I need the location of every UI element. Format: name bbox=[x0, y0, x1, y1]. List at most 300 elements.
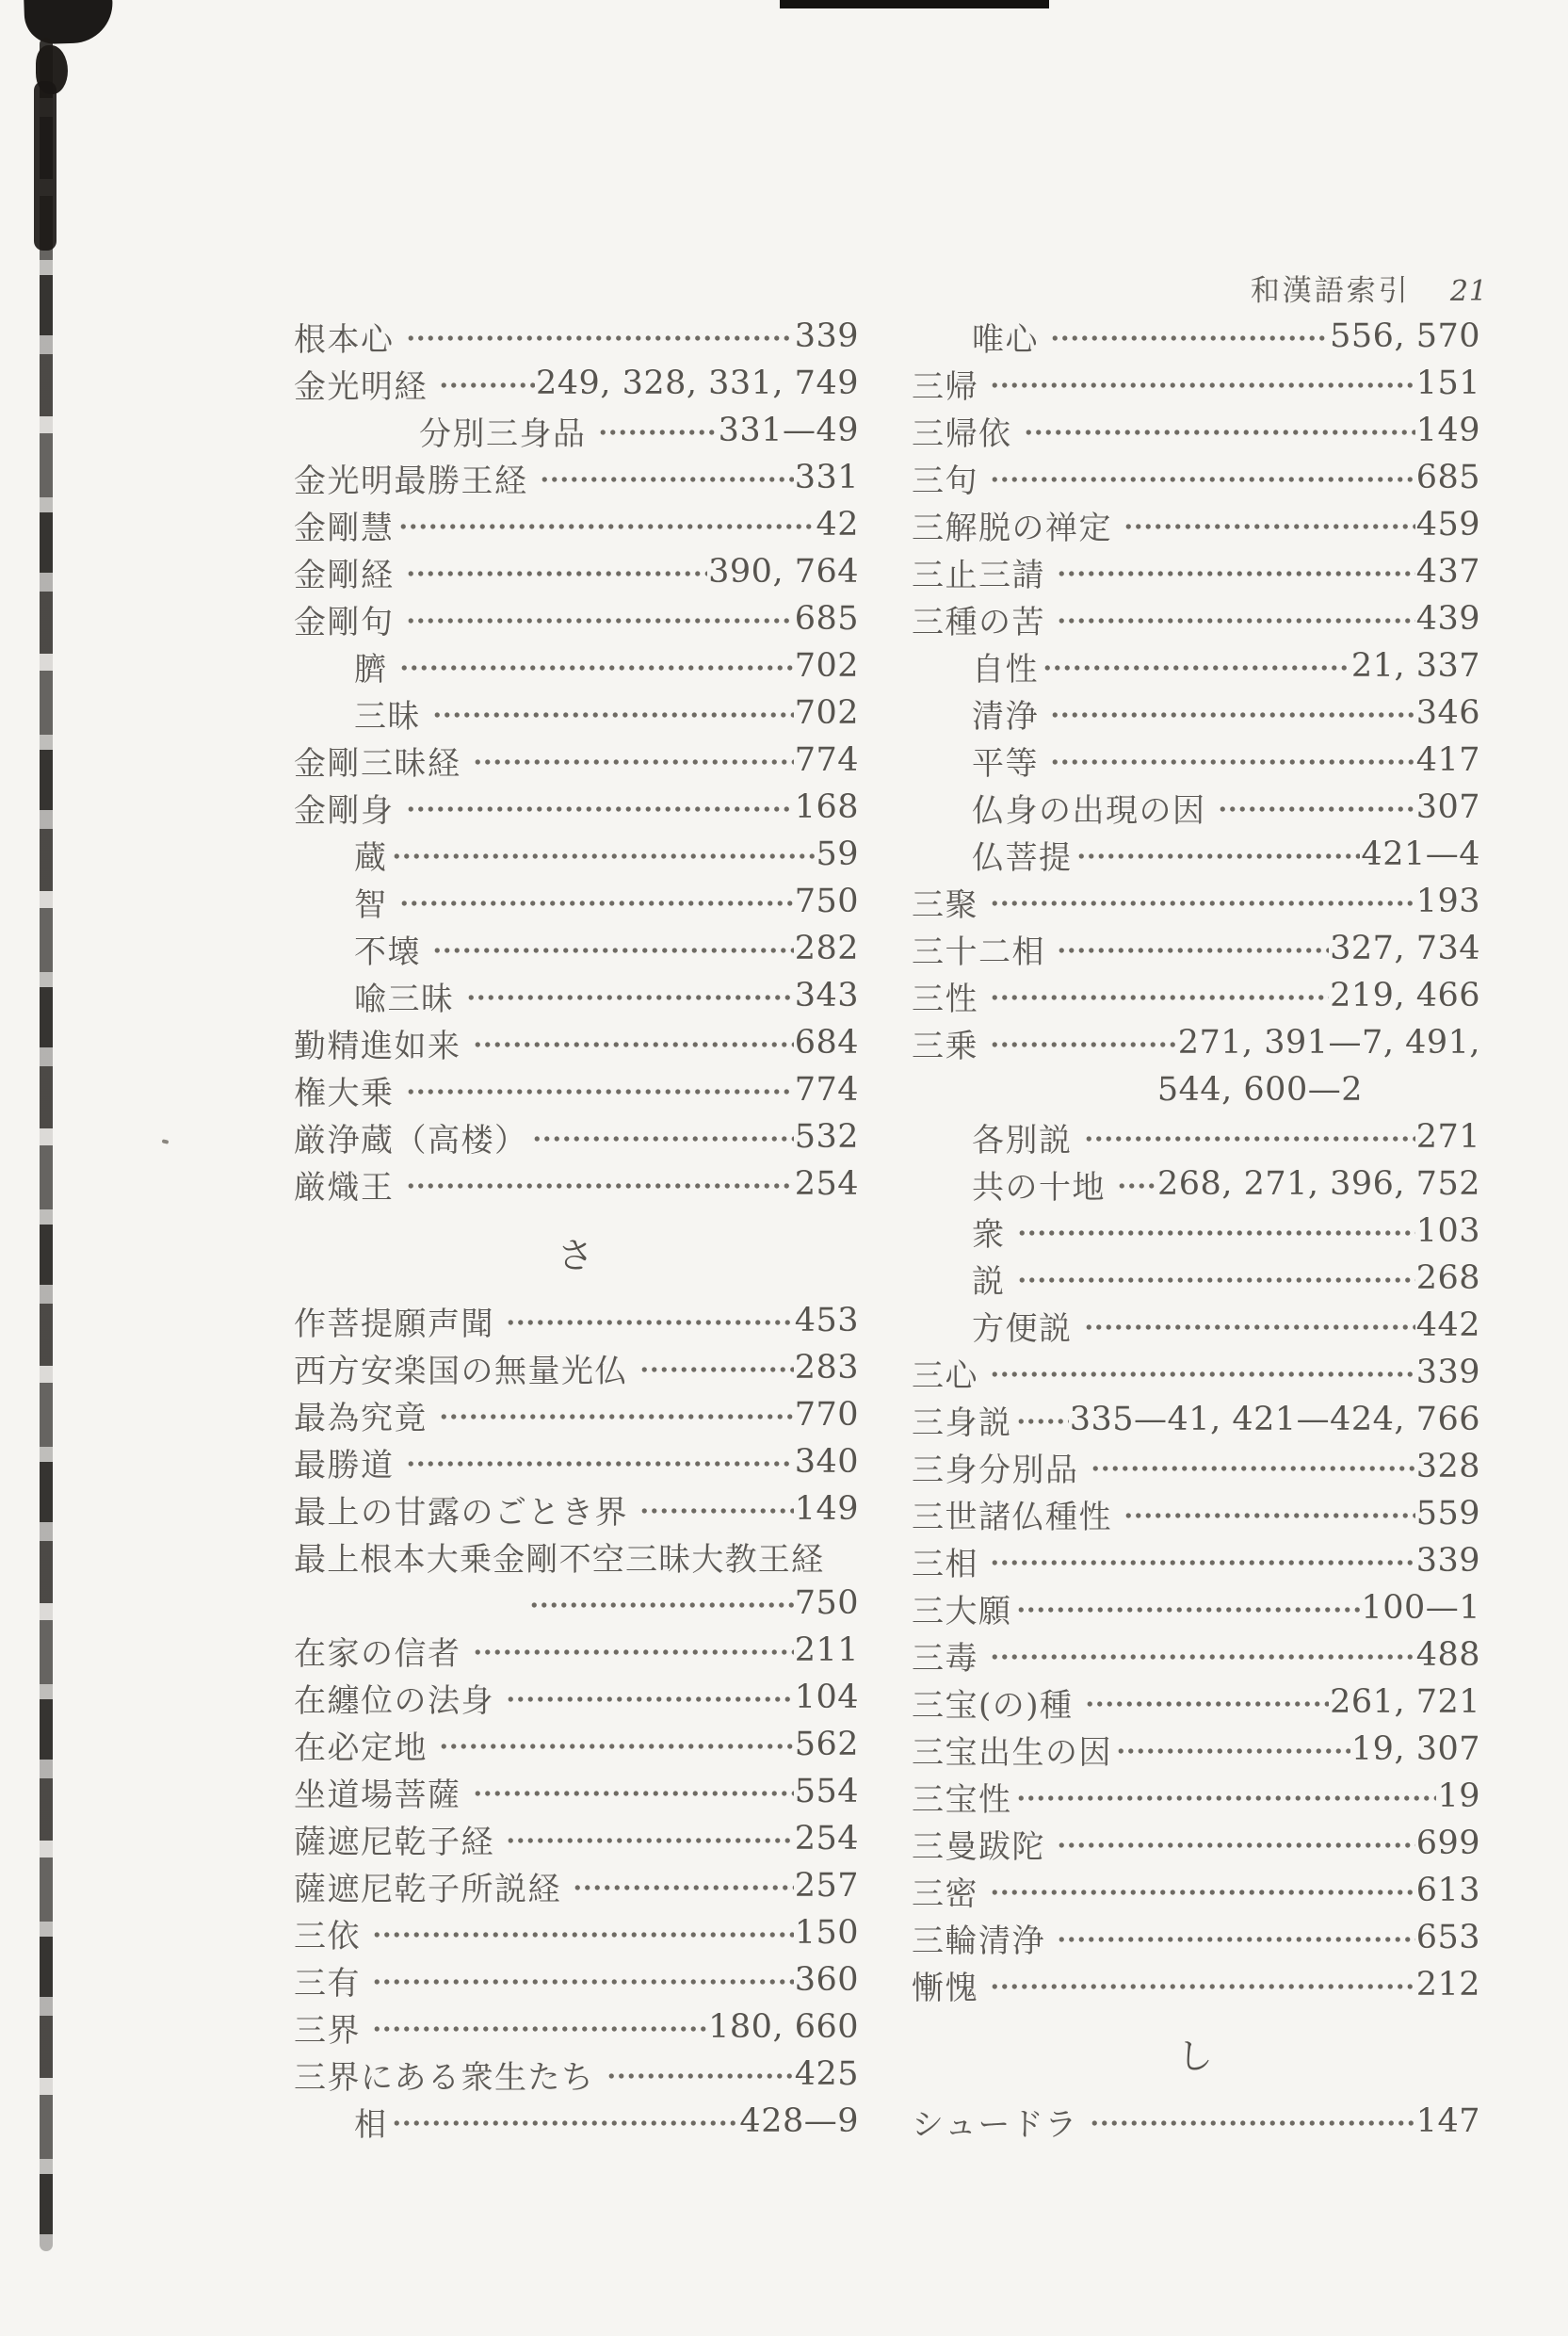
entry-term: 三身説 bbox=[912, 1403, 1012, 1442]
entry-term: 三性 bbox=[912, 980, 978, 1018]
entry-page-numbers: 488 bbox=[1415, 1636, 1480, 1674]
dot-leader bbox=[988, 1349, 1415, 1396]
entry-page-numbers: 559 bbox=[1415, 1495, 1480, 1533]
entry-term: 三止三請 bbox=[912, 556, 1045, 594]
entry-term: 三昧 bbox=[354, 697, 421, 736]
dot-leader bbox=[390, 831, 816, 878]
entry-term: 説 bbox=[972, 1262, 1006, 1301]
index-entry bbox=[912, 1443, 1480, 1490]
entry-term: 最為究竟 bbox=[294, 1399, 428, 1437]
index-entry bbox=[294, 925, 859, 972]
entry-term: 三世諸仏種性 bbox=[912, 1498, 1112, 1536]
entry-page-numbers: 254 bbox=[794, 1820, 859, 1857]
entry-term: 三界 bbox=[294, 2011, 361, 2050]
index-entry bbox=[912, 1631, 1480, 1679]
entry-term: 在家の信者 bbox=[294, 1634, 461, 1673]
entry-term: 智 bbox=[354, 885, 388, 924]
entry-page-numbers: 335—41, 421—424, 766 bbox=[1069, 1401, 1480, 1438]
index-entry bbox=[294, 548, 859, 595]
entry-page-numbers: 770 bbox=[794, 1396, 859, 1434]
dot-leader bbox=[397, 878, 794, 925]
index-entry bbox=[294, 1066, 859, 1113]
index-entry bbox=[294, 784, 859, 831]
index-entry bbox=[294, 689, 859, 737]
entry-page-numbers: 346 bbox=[1415, 694, 1480, 732]
dot-leader bbox=[1089, 1443, 1415, 1490]
dot-leader bbox=[504, 1297, 794, 1344]
index-entry bbox=[294, 878, 859, 925]
dot-leader bbox=[1114, 1726, 1350, 1773]
index-entry bbox=[912, 2098, 1480, 2145]
dot-leader bbox=[437, 1721, 794, 1768]
dot-leader bbox=[988, 1631, 1415, 1679]
dot-leader bbox=[1055, 1914, 1415, 1961]
dot-leader bbox=[430, 689, 794, 737]
dot-leader bbox=[404, 1438, 794, 1485]
dot-leader bbox=[390, 2098, 739, 2145]
entry-page-numbers: 103 bbox=[1415, 1212, 1480, 1250]
dot-leader bbox=[396, 501, 816, 548]
dot-leader bbox=[404, 1066, 794, 1113]
entry-term: 慚愧 bbox=[912, 1969, 978, 2007]
entry-term: 仏身の出現の因 bbox=[972, 791, 1206, 830]
entry-page-numbers: 613 bbox=[1415, 1872, 1480, 1909]
entry-page-numbers: 268 bbox=[1415, 1259, 1480, 1297]
entry-term: 三有 bbox=[294, 1964, 361, 2003]
index-entry bbox=[294, 1533, 859, 1580]
dot-leader bbox=[1075, 831, 1361, 878]
entry-term: 在必定地 bbox=[294, 1728, 428, 1767]
dot-leader bbox=[1015, 1208, 1415, 1255]
dot-leader bbox=[1055, 548, 1415, 595]
index-entry bbox=[912, 1349, 1480, 1396]
entry-term: 最勝道 bbox=[294, 1446, 395, 1484]
entry-term: 金光明経 bbox=[294, 367, 428, 406]
dot-leader bbox=[988, 1537, 1415, 1584]
entry-page-numbers: 343 bbox=[794, 977, 859, 1014]
entry-term: シュードラ bbox=[912, 2105, 1078, 2144]
entry-page-numbers: 685 bbox=[1415, 459, 1480, 496]
index-entry bbox=[912, 1961, 1480, 2008]
dot-leader bbox=[504, 1815, 794, 1862]
entry-page-numbers: 100—1 bbox=[1361, 1589, 1480, 1627]
entry-term: 三宝(の)種 bbox=[912, 1686, 1074, 1725]
entry-page-numbers: 421—4 bbox=[1361, 835, 1480, 873]
entry-page-numbers: 149 bbox=[1415, 412, 1480, 449]
entry-page-numbers: 699 bbox=[1415, 1825, 1480, 1862]
entry-term: 薩遮尼乾子所説経 bbox=[294, 1870, 561, 1908]
dot-leader bbox=[471, 1768, 794, 1815]
index-entry bbox=[294, 1344, 859, 1391]
dot-leader bbox=[596, 407, 718, 454]
entry-page-numbers: 307 bbox=[1415, 788, 1480, 826]
dot-leader bbox=[397, 642, 794, 689]
dot-leader bbox=[1122, 1490, 1415, 1537]
index-entry bbox=[294, 595, 859, 642]
entry-page-numbers: 282 bbox=[794, 930, 859, 967]
entry-page-numbers: 147 bbox=[1415, 2102, 1480, 2140]
entry-page-numbers: 42 bbox=[816, 506, 859, 543]
dot-leader bbox=[1082, 1113, 1415, 1160]
index-entry bbox=[294, 1297, 859, 1344]
index-entry bbox=[294, 1160, 859, 1208]
dot-leader bbox=[1048, 313, 1329, 360]
dot-leader bbox=[988, 1867, 1415, 1914]
entry-page-numbers: 151 bbox=[1415, 365, 1480, 402]
entry-page-numbers: 459 bbox=[1415, 506, 1480, 543]
entry-term: 唯心 bbox=[972, 320, 1039, 359]
entry-page-numbers: 59 bbox=[816, 835, 859, 873]
entry-page-numbers: 212 bbox=[1415, 1966, 1480, 2003]
entry-page-numbers: 554 bbox=[794, 1773, 859, 1810]
entry-page-numbers: 254 bbox=[794, 1165, 859, 1203]
entry-term: 厳浄蔵（高楼） bbox=[294, 1121, 528, 1160]
entry-term: 平等 bbox=[972, 744, 1039, 783]
entry-page-numbers: 19, 307 bbox=[1350, 1730, 1480, 1768]
index-entry bbox=[912, 1820, 1480, 1867]
index-entry-continuation bbox=[912, 1066, 1480, 1113]
index-entry bbox=[294, 1391, 859, 1438]
index-entry bbox=[912, 595, 1480, 642]
entry-term: 金剛慧 bbox=[294, 509, 395, 547]
entry-term: 三聚 bbox=[912, 885, 978, 924]
entry-term: 清浄 bbox=[972, 697, 1039, 736]
index-entry bbox=[912, 407, 1480, 454]
index-entry bbox=[294, 2003, 859, 2051]
entry-page-numbers: 328 bbox=[1415, 1448, 1480, 1485]
index-entry bbox=[912, 1773, 1480, 1820]
index-entry bbox=[294, 407, 859, 454]
dot-leader bbox=[404, 784, 794, 831]
entry-page-numbers: 562 bbox=[794, 1726, 859, 1763]
index-entry bbox=[912, 1867, 1480, 1914]
entry-term: 相 bbox=[354, 2105, 388, 2144]
entry-term: 三大願 bbox=[912, 1592, 1012, 1630]
entry-page-numbers: 271 bbox=[1415, 1118, 1480, 1156]
entry-page-numbers: 19 bbox=[1437, 1777, 1480, 1815]
entry-page-numbers: 219, 466 bbox=[1330, 977, 1480, 1014]
index-entry bbox=[294, 642, 859, 689]
dot-leader bbox=[464, 972, 794, 1019]
section-header: さ bbox=[557, 1235, 595, 1276]
entry-page-numbers: 428—9 bbox=[739, 2102, 859, 2140]
index-entry bbox=[294, 1862, 859, 1909]
entry-page-numbers: 327, 734 bbox=[1330, 930, 1480, 967]
index-entry bbox=[912, 1537, 1480, 1584]
index-entry bbox=[294, 1815, 859, 1862]
entry-term: 蔵 bbox=[354, 838, 388, 877]
index-entry bbox=[294, 2051, 859, 2098]
scan-artifact-speck bbox=[162, 1139, 170, 1144]
entry-term: 臍 bbox=[354, 650, 388, 689]
dot-leader bbox=[437, 360, 535, 407]
dot-leader bbox=[638, 1344, 794, 1391]
entry-page-numbers: 544, 600—2 bbox=[1156, 1071, 1363, 1109]
entry-term: 金剛句 bbox=[294, 603, 395, 641]
dot-leader bbox=[404, 548, 708, 595]
entry-term: 三乗 bbox=[912, 1027, 978, 1065]
entry-page-numbers: 257 bbox=[794, 1867, 859, 1905]
entry-page-numbers: 684 bbox=[794, 1024, 859, 1062]
index-entry bbox=[294, 972, 859, 1019]
entry-page-numbers: 268, 271, 396, 752 bbox=[1157, 1165, 1480, 1203]
entry-page-numbers: 360 bbox=[794, 1961, 859, 1999]
dot-leader bbox=[404, 1160, 794, 1208]
entry-term: 三帰依 bbox=[912, 414, 1012, 453]
dot-leader bbox=[1041, 642, 1350, 689]
index-entry bbox=[912, 1679, 1480, 1726]
index-entry bbox=[294, 2098, 859, 2145]
index-entry bbox=[294, 1674, 859, 1721]
dot-leader bbox=[471, 1627, 794, 1674]
page-header bbox=[1111, 267, 1488, 309]
index-entry bbox=[294, 1627, 859, 1674]
entry-page-numbers: 331—49 bbox=[718, 412, 859, 449]
entry-page-numbers: 774 bbox=[794, 1071, 859, 1109]
entry-term: 三心 bbox=[912, 1356, 978, 1395]
entry-page-numbers: 339 bbox=[1415, 1354, 1480, 1391]
entry-term: 作菩提願声聞 bbox=[294, 1305, 494, 1343]
index-entry bbox=[294, 1438, 859, 1485]
dot-leader bbox=[471, 737, 794, 784]
entry-page-numbers: 168 bbox=[794, 788, 859, 826]
index-entry bbox=[294, 1485, 859, 1533]
index-entry bbox=[294, 1909, 859, 1956]
entry-page-numbers: 390, 764 bbox=[708, 553, 859, 591]
dot-leader bbox=[504, 1674, 794, 1721]
index-entry bbox=[912, 878, 1480, 925]
index-entry bbox=[912, 1019, 1480, 1066]
index-entry bbox=[912, 737, 1480, 784]
entry-page-numbers: 702 bbox=[794, 647, 859, 685]
dot-leader bbox=[1216, 784, 1415, 831]
entry-term: 三種の苦 bbox=[912, 603, 1045, 641]
dot-leader bbox=[988, 972, 1329, 1019]
entry-page-numbers: 149 bbox=[794, 1490, 859, 1528]
entry-page-numbers: 271, 391—7, 491, bbox=[1177, 1024, 1480, 1062]
entry-page-numbers: 150 bbox=[794, 1914, 859, 1952]
entry-page-numbers: 331 bbox=[794, 459, 859, 496]
dot-leader bbox=[638, 1485, 794, 1533]
index-entry bbox=[912, 1490, 1480, 1537]
entry-page-numbers: 425 bbox=[794, 2055, 859, 2093]
entry-term: 坐道場菩薩 bbox=[294, 1776, 461, 1814]
entry-page-numbers: 750 bbox=[794, 883, 859, 920]
entry-page-numbers: 437 bbox=[1415, 553, 1480, 591]
index-entry bbox=[912, 1113, 1480, 1160]
index-entry bbox=[912, 642, 1480, 689]
dot-leader bbox=[1015, 1255, 1415, 1302]
entry-term: 衆 bbox=[972, 1215, 1006, 1254]
index-entry-continuation bbox=[294, 1580, 859, 1627]
entry-page-numbers: 532 bbox=[794, 1118, 859, 1156]
entry-page-numbers: 283 bbox=[794, 1349, 859, 1387]
entry-term: 自性 bbox=[972, 650, 1039, 689]
dot-leader bbox=[988, 1961, 1415, 2008]
dot-leader bbox=[988, 878, 1415, 925]
dot-leader bbox=[538, 454, 794, 501]
entry-term: 三曼跋陀 bbox=[912, 1827, 1045, 1866]
dot-leader bbox=[1014, 1773, 1437, 1820]
entry-page-numbers: 417 bbox=[1415, 741, 1480, 779]
index-entry bbox=[912, 1302, 1480, 1349]
entry-page-numbers: 556, 570 bbox=[1330, 317, 1480, 355]
entry-page-numbers: 442 bbox=[1415, 1306, 1480, 1344]
dot-leader bbox=[370, 1909, 794, 1956]
entry-term: 三宝性 bbox=[912, 1780, 1012, 1819]
dot-leader bbox=[404, 595, 794, 642]
dot-leader bbox=[471, 1019, 794, 1066]
entry-term: 勤精進如来 bbox=[294, 1027, 461, 1065]
scan-artifact-left-streak-top bbox=[34, 81, 57, 251]
entry-term: 三帰 bbox=[912, 367, 978, 406]
index-entry bbox=[294, 1019, 859, 1066]
dot-leader bbox=[1048, 689, 1415, 737]
entry-term: 金剛経 bbox=[294, 556, 395, 594]
entry-page-numbers: 750 bbox=[794, 1584, 859, 1622]
index-entry bbox=[912, 689, 1480, 737]
entry-term: 共の十地 bbox=[972, 1168, 1106, 1207]
entry-page-numbers: 193 bbox=[1415, 883, 1480, 920]
index-entry bbox=[294, 1768, 859, 1815]
dot-leader bbox=[1014, 1584, 1361, 1631]
dot-leader bbox=[1083, 1679, 1330, 1726]
index-entry bbox=[912, 501, 1480, 548]
page-number: 21 bbox=[1449, 275, 1488, 308]
dot-leader bbox=[571, 1862, 794, 1909]
page-header-title: 和漢語索引 bbox=[1250, 274, 1411, 308]
dot-leader bbox=[1055, 1820, 1415, 1867]
entry-term: 金剛三昧経 bbox=[294, 744, 461, 783]
index-entry bbox=[912, 1255, 1480, 1302]
index-entry bbox=[912, 1396, 1480, 1443]
index-entry bbox=[912, 454, 1480, 501]
entry-term: 三輪清浄 bbox=[912, 1922, 1045, 1960]
entry-term: 仏菩提 bbox=[972, 838, 1073, 877]
entry-page-numbers: 249, 328, 331, 749 bbox=[536, 365, 859, 402]
scan-artifact-corner-blob bbox=[24, 0, 114, 45]
entry-term: 厳熾王 bbox=[294, 1168, 395, 1207]
entry-page-numbers: 339 bbox=[794, 317, 859, 355]
dot-leader bbox=[1055, 595, 1415, 642]
entry-page-numbers: 180, 660 bbox=[708, 2008, 859, 2046]
dot-leader bbox=[527, 1580, 794, 1627]
entry-term: 各別説 bbox=[972, 1121, 1073, 1160]
entry-term: 三依 bbox=[294, 1917, 361, 1955]
dot-leader bbox=[437, 1391, 794, 1438]
dot-leader bbox=[988, 454, 1415, 501]
index-column-right bbox=[912, 313, 1480, 2145]
index-entry bbox=[294, 313, 859, 360]
entry-page-numbers: 339 bbox=[1415, 1542, 1480, 1580]
dot-leader bbox=[1088, 2098, 1415, 2145]
index-entry bbox=[294, 360, 859, 407]
entry-term: 三身分別品 bbox=[912, 1451, 1079, 1489]
entry-page-numbers: 21, 337 bbox=[1350, 647, 1480, 685]
entry-term: 三解脱の禅定 bbox=[912, 509, 1112, 547]
entry-page-numbers: 653 bbox=[1415, 1919, 1480, 1956]
index-entry bbox=[294, 1113, 859, 1160]
index-entry bbox=[294, 454, 859, 501]
index-entry bbox=[912, 1208, 1480, 1255]
entry-term: 三宝出生の因 bbox=[912, 1733, 1112, 1772]
index-entry bbox=[912, 784, 1480, 831]
entry-page-numbers: 261, 721 bbox=[1330, 1683, 1480, 1721]
entry-term: 不壊 bbox=[354, 933, 421, 971]
entry-term: 喩三昧 bbox=[354, 980, 455, 1018]
scan-artifact-left-streak bbox=[40, 38, 53, 2251]
entry-term: 三密 bbox=[912, 1874, 978, 1913]
entry-term: 三界にある衆生たち bbox=[294, 2058, 595, 2097]
index-entry bbox=[912, 831, 1480, 878]
index-entry bbox=[912, 548, 1480, 595]
dot-leader bbox=[370, 1956, 794, 2003]
entry-term: 最上の甘露のごとき界 bbox=[294, 1493, 628, 1532]
dot-leader bbox=[404, 313, 794, 360]
index-entry bbox=[294, 1721, 859, 1768]
entry-term: 三相 bbox=[912, 1545, 978, 1583]
dot-leader bbox=[1115, 1160, 1156, 1208]
entry-term: 最上根本大乗金剛不空三昧大教王経 bbox=[294, 1540, 825, 1579]
entry-term: 在纏位の法身 bbox=[294, 1681, 494, 1720]
index-entry bbox=[294, 1956, 859, 2003]
entry-page-numbers: 702 bbox=[794, 694, 859, 732]
entry-term: 金光明最勝王経 bbox=[294, 462, 528, 500]
index-entry bbox=[912, 1584, 1480, 1631]
index-entry bbox=[912, 1726, 1480, 1773]
entry-page-numbers: 340 bbox=[794, 1443, 859, 1481]
entry-term: 西方安楽国の無量光仏 bbox=[294, 1352, 628, 1390]
dot-leader bbox=[430, 925, 794, 972]
entry-term: 金剛身 bbox=[294, 791, 395, 830]
entry-term: 方便説 bbox=[972, 1309, 1073, 1348]
entry-page-numbers: 211 bbox=[794, 1631, 859, 1669]
entry-page-numbers: 453 bbox=[794, 1302, 859, 1339]
index-entry bbox=[912, 972, 1480, 1019]
entry-term: 三毒 bbox=[912, 1639, 978, 1678]
index-entry bbox=[912, 1914, 1480, 1961]
index-entry bbox=[912, 925, 1480, 972]
index-entry bbox=[294, 737, 859, 784]
entry-term: 三十二相 bbox=[912, 933, 1045, 971]
dot-leader bbox=[1014, 1396, 1069, 1443]
index-entry bbox=[912, 1160, 1480, 1208]
dot-leader bbox=[530, 1113, 794, 1160]
dot-leader bbox=[1048, 737, 1415, 784]
dot-leader bbox=[1082, 1302, 1415, 1349]
index-entry bbox=[294, 501, 859, 548]
dot-leader bbox=[605, 2051, 794, 2098]
dot-leader bbox=[370, 2003, 707, 2051]
entry-page-numbers: 439 bbox=[1415, 600, 1480, 638]
index-entry bbox=[912, 313, 1480, 360]
entry-page-numbers: 104 bbox=[794, 1679, 859, 1716]
dot-leader bbox=[988, 1019, 1177, 1066]
section-header: し bbox=[1176, 2036, 1215, 2077]
dot-leader bbox=[1055, 925, 1329, 972]
entry-term: 薩遮尼乾子経 bbox=[294, 1823, 494, 1861]
entry-term: 三句 bbox=[912, 462, 978, 500]
entry-term: 分別三身品 bbox=[419, 414, 587, 453]
entry-term: 権大乗 bbox=[294, 1074, 395, 1112]
index-entry bbox=[912, 360, 1480, 407]
dot-leader bbox=[1122, 501, 1415, 548]
index-column-left bbox=[294, 313, 859, 2145]
index-entry bbox=[294, 831, 859, 878]
dot-leader bbox=[988, 360, 1415, 407]
dot-leader bbox=[1022, 407, 1415, 454]
entry-page-numbers: 685 bbox=[794, 600, 859, 638]
